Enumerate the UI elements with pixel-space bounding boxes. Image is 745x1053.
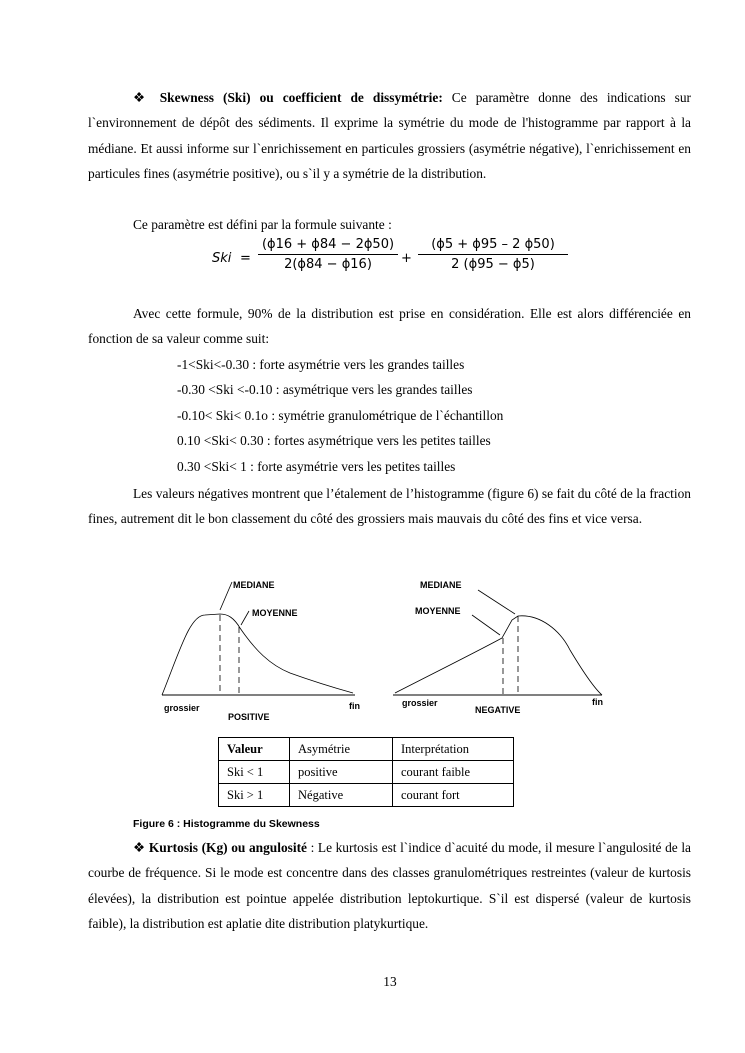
after-formula-paragraph: Avec cette formule, 90% de la distribution est prise en considération. Elle est alors différenciée en fonction de sa valeur comme suit: [88,306,691,347]
skewness-figure [150,570,620,730]
left-fin-label: fin [349,701,360,711]
kurtosis-paragraph [88,835,691,937]
negative-values-paragraph: Les valeurs négatives montrent que l’étalement de l’histogramme (figure 6) se fait du côté de la fraction fines, autrement dit le bon classement du côté des grossiers mais mauvais du côté des fins et vice versa. [88,486,691,527]
left-grossier-label: grossier [164,703,200,713]
table-cell: courant faible [393,761,514,784]
skewness-table [218,737,514,807]
numerator-1: (ϕ16 + ϕ84 − 2ϕ50) [258,237,398,255]
arrow-icon [472,615,500,635]
numerator-2: (ϕ5 + ϕ95 – 2 ϕ50) [418,237,568,255]
ski-classes-list [177,352,503,479]
arrow-icon [478,590,515,614]
class-item: -0.30 <Ski <-0.10 : asymétrique vers les grandes tailles [177,382,473,398]
ski-formula [200,237,580,285]
left-mediane-label: MEDIANE [233,580,275,590]
fraction-2 [418,237,568,272]
class-item: -1<Ski<-0.30 : forte asymétrie vers les grandes tailles [177,357,465,372]
table-cell: Négative [290,784,393,807]
class-item: 0.30 <Ski< 1 : forte asymétrie vers les petites tailles [177,458,456,474]
table-row [219,761,514,784]
table-row [219,784,514,807]
page-number: 13 [383,974,397,989]
positive-skew-graph [162,580,360,722]
right-moyenne-label: MOYENNE [415,606,461,616]
negative-skew-graph [393,580,603,715]
negative-label: NEGATIVE [475,705,521,715]
diamond-bullet-icon: ❖ [133,90,151,105]
figure-caption: Figure 6 : Histogramme du Skewness [133,818,320,830]
table-cell: courant fort [393,784,514,807]
right-mediane-label: MEDIANE [420,580,462,590]
table-header: Asymétrie [290,738,393,761]
formula-intro: Ce paramètre est défini par la formule suivante : [133,217,392,232]
denominator-1: 2(ϕ84 − ϕ16) [284,257,372,272]
denominator-2: 2 (ϕ95 − ϕ5) [451,257,535,272]
formula-eq: = [240,251,251,266]
table-cell: Ski < 1 [219,761,290,784]
skewness-text: Ce paramètre donne des indications sur l`environnement de dépôt des sédiments. Il exprime la symétrie du mode de l'histogramme par rapport à la médiane. Et aussi informe sur l`enrichissement en particules grossiers (asymétrie négative), l`enrichissement en particules fines (asymétrie positive), ou s`il y a symétrie de la distribution. [88,90,691,182]
table-header-row [219,738,514,761]
left-moyenne-label: MOYENNE [252,608,298,618]
skewness-paragraph [88,85,691,187]
formula-plus: + [401,251,412,266]
formula-lhs: Ski [212,251,232,266]
diamond-bullet-icon: ❖ [133,840,146,855]
arrow-icon [220,582,232,610]
skewness-title: Skewness (Ski) ou coefficient de dissymétrie: [159,90,443,105]
distribution-curve [162,614,353,695]
fraction-1 [258,237,398,272]
table-cell: Ski > 1 [219,784,290,807]
positive-label: POSITIVE [228,712,270,722]
distribution-curve [395,616,602,695]
kurtosis-text: : Le kurtosis est l`indice d`acuité du mode, il mesure l`angulosité de la courbe de fréquence. Si le mode est concentre dans des classes granulométriques restreintes (valeur de kurtosis élevées), la distribution est pointue appelée distribution leptokurtique. S`il est dispersé (valeur de kurtosis faible), la distribution est aplatie dite distribution platykurtique. [88,840,691,932]
arrow-icon [241,611,249,625]
table-header: Interprétation [393,738,514,761]
right-grossier-label: grossier [402,698,438,708]
class-item: 0.10 <Ski< 0.30 : fortes asymétrique vers les petites tailles [177,433,491,449]
table-header: Valeur [219,738,290,761]
class-item: -0.10< Ski< 0.1o : symétrie granulométrique de l`échantillon [177,407,504,423]
right-fin-label: fin [592,697,603,707]
table-cell: positive [290,761,393,784]
kurtosis-title: Kurtosis (Kg) ou angulosité [148,840,307,855]
